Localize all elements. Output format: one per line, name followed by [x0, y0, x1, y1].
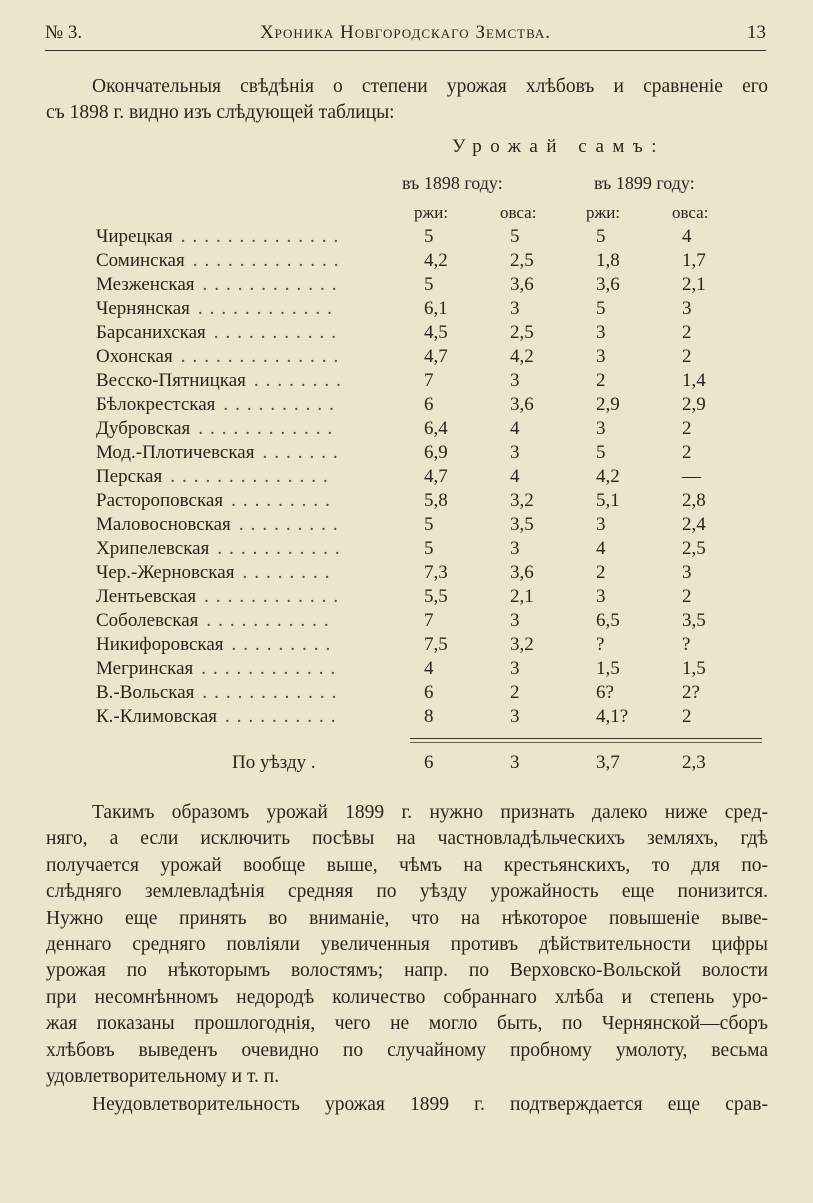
table-cell: 2,8: [682, 490, 706, 511]
table-cell: 6,5: [596, 610, 620, 631]
leader-dots: ..............: [180, 346, 346, 367]
leader-dots: ...........: [217, 538, 347, 559]
table-cell: 6,1: [424, 298, 448, 319]
table-cell: 6?: [596, 682, 614, 703]
table-cell: 5: [424, 274, 434, 295]
table-row: [0, 490, 813, 514]
table-row: [0, 658, 813, 682]
table-cell: 7: [424, 610, 434, 631]
total-cell: 2,3: [682, 752, 706, 773]
table-cell: 2,9: [596, 394, 620, 415]
table-cell: 3: [596, 514, 606, 535]
table-row: [0, 466, 813, 490]
table-cell: 4,2: [596, 466, 620, 487]
text-line: Нужно еще принять во вниманіе, что на нѣкоторое повышеніе выве-: [46, 907, 768, 929]
table-cell: 5,8: [424, 490, 448, 511]
table-row: [0, 298, 813, 322]
body-paragraph-2: [46, 1092, 768, 1118]
year-1899-header: въ 1899 году:: [594, 173, 695, 193]
district-name: Перская: [96, 466, 163, 487]
table-cell: 6: [424, 682, 434, 703]
table-cell: 2: [682, 346, 692, 367]
table-caption: Урожай самъ:: [452, 136, 666, 157]
table-row: [0, 322, 813, 346]
table-row: [0, 274, 813, 298]
table-cell: 3: [682, 298, 692, 319]
table-cell: 4,2: [424, 250, 448, 271]
table-cell: 3,5: [510, 514, 534, 535]
year-1898-header: въ 1898 году:: [402, 173, 503, 193]
table-row: [0, 538, 813, 562]
table-cell: 1,7: [682, 250, 706, 271]
table-cell: 3,6: [510, 274, 534, 295]
district-name: Мод.-Плотичевская: [96, 442, 255, 463]
leader-dots: ...........: [213, 322, 344, 343]
leader-dots: .........: [238, 514, 345, 535]
table-row: [0, 250, 813, 274]
table-cell: 3: [596, 322, 606, 343]
table-cell: 3,6: [596, 274, 620, 295]
district-name: Мезженская: [96, 274, 195, 295]
text-line: слѣдняго землевладѣнія средняя по уѣзду урожайность еще понизится.: [46, 881, 768, 903]
table-cell: 6: [424, 394, 434, 415]
table-row: [0, 562, 813, 586]
table-total-rule-2: [410, 742, 762, 743]
table-cell: 2: [682, 706, 692, 727]
text-line: Неудовлетворительность урожая 1899 г. подтверждается еще срав-: [92, 1094, 768, 1115]
leader-dots: .............: [192, 250, 346, 271]
table-cell: 2,5: [682, 538, 706, 559]
table-cell: 2,9: [682, 394, 706, 415]
text-line: получается урожай вообще выше, чѣмъ на крестьянскихъ, то для по-: [46, 854, 768, 876]
district-name: Чернянская: [96, 298, 190, 319]
subheader-rye-1898: ржи:: [414, 203, 449, 222]
table-cell: 1,5: [682, 658, 706, 679]
district-name: Бѣлокрестская: [96, 394, 216, 415]
table-cell: 3: [682, 562, 692, 583]
table-cell: 4,2: [510, 346, 534, 367]
leader-dots: .........: [231, 634, 338, 655]
table-cell: 4: [424, 658, 434, 679]
table-cell: 1,4: [682, 370, 706, 391]
table-cell: —: [682, 466, 701, 487]
table-row: [0, 610, 813, 634]
table-cell: 4,7: [424, 346, 448, 367]
table-cell: 7: [424, 370, 434, 391]
table-cell: 2,5: [510, 250, 534, 271]
text-line: деннаго средняго повліяли увеличенныя противъ дѣйствительности цифры: [46, 934, 768, 956]
leader-dots: ............: [204, 586, 346, 607]
text-line: съ 1898 г. видно изъ слѣдующей таблицы:: [46, 102, 395, 124]
table-cell: 3: [510, 706, 520, 727]
district-name: Лентьевская: [96, 586, 197, 607]
table-cell: 5: [424, 514, 434, 535]
text-line: удовлетворительному и т. п.: [46, 1066, 280, 1088]
leader-dots: .......: [262, 442, 345, 463]
table-row: [0, 634, 813, 658]
table-cell: 1,5: [596, 658, 620, 679]
table-cell: 5: [596, 226, 606, 247]
text-line: Такимъ образомъ урожай 1899 г. нужно признать далеко ниже сред-: [92, 802, 768, 823]
leader-dots: ............: [202, 274, 344, 295]
table-cell: 6,4: [424, 418, 448, 439]
table-cell: 4,7: [424, 466, 448, 487]
subheader-oats-1898: овса:: [500, 203, 537, 222]
district-name: Мегринская: [96, 658, 194, 679]
leader-dots: ........: [253, 370, 348, 391]
table-row: [0, 586, 813, 610]
table-cell: 4: [510, 466, 520, 487]
table-cell: 3: [510, 658, 520, 679]
table-cell: 2,5: [510, 322, 534, 343]
table-cell: 2,1: [510, 586, 534, 607]
district-name: Никифоровская: [96, 634, 224, 655]
table-cell: 7,3: [424, 562, 448, 583]
table-cell: 5: [424, 538, 434, 559]
text-line: урожая по нѣкоторымъ волостямъ; напр. по Верховско-Вольской волости: [46, 960, 768, 982]
table-cell: 5,1: [596, 490, 620, 511]
table-cell: 3: [510, 538, 520, 559]
table-row: [0, 226, 813, 250]
district-name: Весско-Пятницкая: [96, 370, 246, 391]
district-name: Чирецкая: [96, 226, 173, 247]
table-cell: 3: [510, 298, 520, 319]
text-line: жая показаны прошлогоднія, чего не могло быть, по Чернянской—сборъ: [46, 1013, 768, 1035]
table-cell: 2: [596, 370, 606, 391]
table-cell: 3: [510, 370, 520, 391]
table-cell: 3: [596, 346, 606, 367]
leader-dots: .........: [231, 490, 337, 511]
table-row: [0, 418, 813, 442]
total-cell: 3: [510, 752, 520, 773]
table-cell: 2,4: [682, 514, 706, 535]
leader-dots: ............: [201, 658, 343, 679]
total-cell: 6: [424, 752, 434, 773]
leader-dots: ............: [202, 682, 344, 703]
table-cell: 5: [510, 226, 520, 247]
table-cell: 3,6: [510, 394, 534, 415]
table-cell: 2: [510, 682, 520, 703]
subheader-oats-1899: овса:: [672, 203, 709, 222]
table-cell: 3: [596, 418, 606, 439]
total-cell: 3,7: [596, 752, 620, 773]
table-total-rule: [410, 738, 762, 739]
district-name: Чер.-Жерновская: [96, 562, 235, 583]
district-name: Дубровская: [96, 418, 191, 439]
subheader-rye-1899: ржи:: [586, 203, 621, 222]
table-cell: 3: [510, 442, 520, 463]
text-line: при несомнѣнномъ недородѣ количество собраннаго хлѣба и степень уро-: [46, 986, 768, 1008]
table-cell: 5: [424, 226, 434, 247]
table-row: [0, 370, 813, 394]
running-header: [45, 22, 766, 50]
table-cell: ?: [682, 634, 691, 655]
district-name: Маловосновская: [96, 514, 231, 535]
district-name: В.-Вольская: [96, 682, 195, 703]
body-paragraph-1: [46, 800, 768, 1090]
leader-dots: ..........: [225, 706, 343, 727]
table-cell: 3,5: [682, 610, 706, 631]
header-rule: [45, 50, 766, 51]
district-name: Охонская: [96, 346, 173, 367]
table-cell: 3,2: [510, 490, 534, 511]
table-row: [0, 394, 813, 418]
table-row: [0, 682, 813, 706]
district-name: Хрипелевская: [96, 538, 210, 559]
table-cell: 2: [682, 418, 692, 439]
table-cell: 5,5: [424, 586, 448, 607]
intro-paragraph: [46, 74, 768, 127]
table-total-row: [0, 752, 813, 778]
table-cell: 2,1: [682, 274, 706, 295]
table-row: [0, 442, 813, 466]
table-cell: ?: [596, 634, 605, 655]
table-cell: 2: [682, 322, 692, 343]
table-cell: 3,6: [510, 562, 534, 583]
table-row: [0, 706, 813, 730]
table-cell: 4: [596, 538, 606, 559]
table-cell: 4,5: [424, 322, 448, 343]
district-name: Соминская: [96, 250, 185, 271]
text-line: хлѣбовъ выведенъ очевидно по случайному пробному умолоту, весьма: [46, 1039, 768, 1061]
table-row: [0, 514, 813, 538]
leader-dots: ............: [198, 418, 340, 439]
table-cell: 4,1?: [596, 706, 629, 727]
table-cell: 8: [424, 706, 434, 727]
table-cell: 5: [596, 298, 606, 319]
district-name: Соболевская: [96, 610, 199, 631]
text-line: няго, а если исключить посѣвы на частновладѣльческихъ земляхъ, гдѣ: [46, 828, 768, 850]
leader-dots: ........: [242, 562, 337, 583]
text-line: Окончательныя свѣдѣнія о степени урожая хлѣбовъ и сравненіе его: [92, 76, 768, 97]
leader-dots: ..............: [180, 226, 346, 247]
table-cell: 6,9: [424, 442, 448, 463]
table-row: [0, 346, 813, 370]
page-number: 13: [747, 22, 766, 43]
table-cell: 4: [510, 418, 520, 439]
leader-dots: ............: [197, 298, 339, 319]
table-cell: 2: [682, 586, 692, 607]
table-cell: 7,5: [424, 634, 448, 655]
table-cell: 2: [596, 562, 606, 583]
total-label: По уѣзду .: [232, 752, 316, 773]
table-cell: 4: [682, 226, 692, 247]
leader-dots: ..........: [223, 394, 341, 415]
table-cell: 3: [510, 610, 520, 631]
district-name: Барсанихская: [96, 322, 206, 343]
issue-number: № 3.: [45, 22, 83, 43]
district-name: К.-Климовская: [96, 706, 218, 727]
table-cell: 1,8: [596, 250, 620, 271]
table-cell: 3: [596, 586, 606, 607]
journal-title: Хроника Новгородскаго Земства.: [259, 22, 552, 43]
leader-dots: ...........: [206, 610, 336, 631]
leader-dots: ..............: [170, 466, 335, 487]
table-cell: 2?: [682, 682, 700, 703]
table-cell: 2: [682, 442, 692, 463]
table-cell: 3,2: [510, 634, 534, 655]
table-cell: 5: [596, 442, 606, 463]
district-name: Растороповская: [96, 490, 224, 511]
